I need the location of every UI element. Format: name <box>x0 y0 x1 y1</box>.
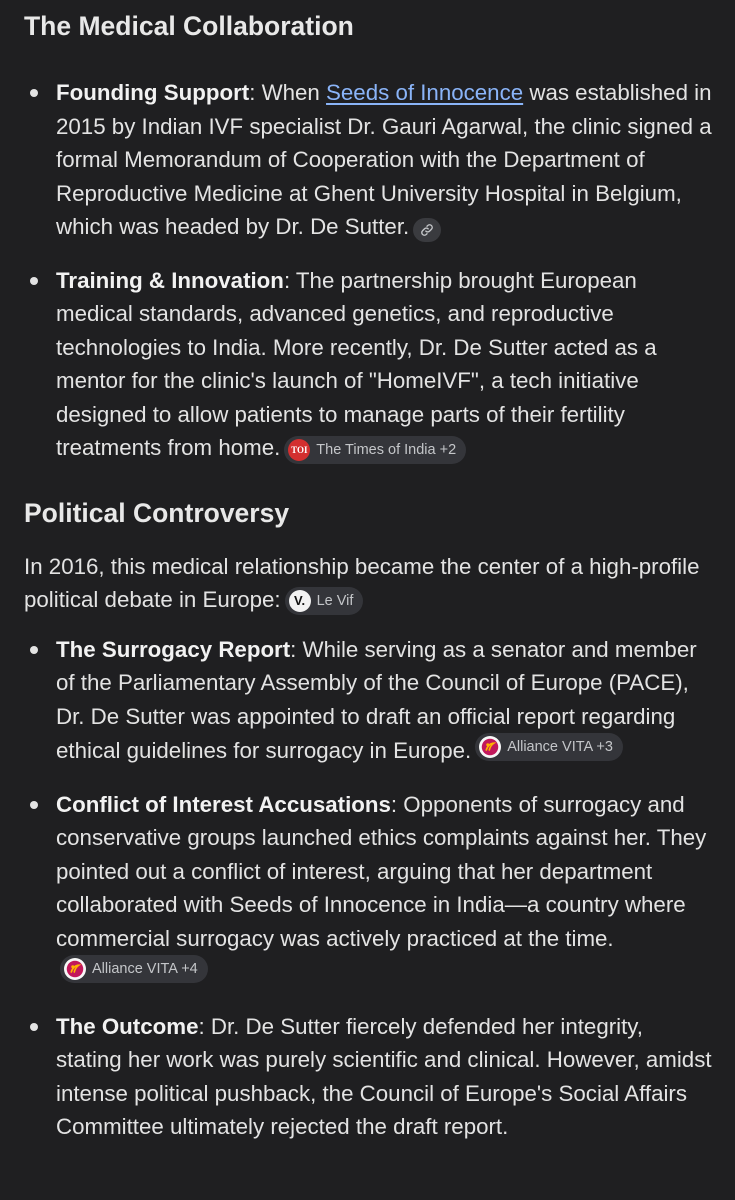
item-heading: The Surrogacy Report <box>56 636 291 662</box>
item-text: : Opponents of surrogacy and conservative groups launched ethics complaints against her. They pointed out a conflict of interest, arguing that her department collaborated with Seeds of Innocence in India—a country where commercial surrogacy was actively practiced at the time. <box>56 791 707 951</box>
intro-text: In 2016, this medical relationship became the center of a high-profile political debate in Europe: <box>24 553 700 612</box>
section-intro <box>24 550 713 617</box>
item-text: : Dr. De Sutter fiercely defended her integrity, stating her work was purely scientific and clinical. However, amidst intense political pushback, the Council of Europe's Social Affairs Committee ultimately rejected the draft report. <box>56 1013 712 1139</box>
source-chip-label: The Times of India +2 <box>316 442 457 458</box>
list-item-training-innovation <box>24 264 713 465</box>
political-controversy-list <box>24 633 713 1144</box>
item-heading: Founding Support <box>56 80 250 105</box>
source-chip-label: Alliance VITA +4 <box>92 961 198 977</box>
link-icon <box>420 223 434 237</box>
list-item-surrogacy-report <box>24 633 713 768</box>
source-chip-times-of-india[interactable] <box>284 436 466 464</box>
source-chip-label: Alliance VITA +3 <box>507 739 613 755</box>
source-chip-le-vif[interactable] <box>285 587 364 615</box>
alliance-vita-logo-icon <box>479 736 501 758</box>
list-item-conflict-of-interest <box>24 788 713 990</box>
section-title-political-controversy: Political Controversy <box>24 497 290 528</box>
item-text: : When <box>249 80 327 105</box>
list-item-founding-support <box>24 76 713 244</box>
source-chip-alliance-vita[interactable] <box>475 733 623 761</box>
item-text: : While serving as a senator and member of the Parliamentary Assembly of the Council of Europe (PACE), Dr. De Sutter was appointed to draft an official report regarding ethical guidelines for surrogacy in Europe. <box>56 636 697 763</box>
section-title-medical-collaboration: The Medical Collaboration <box>24 11 354 41</box>
source-chip-label: Le Vif <box>316 593 354 609</box>
item-heading: Conflict of Interest Accusations <box>56 791 391 817</box>
source-chip-alliance-vita[interactable] <box>60 955 208 983</box>
citation-link-button[interactable] <box>413 218 441 242</box>
item-text: was established in 2015 by Indian IVF specialist Dr. Gauri Agarwal, the clinic signed a formal Memorandum of Cooperation with the Department of Reproductive Medicine at Ghent University Hospital in Belgium, which was headed by Dr. De Sutter. <box>56 80 712 239</box>
alliance-vita-logo-icon <box>64 958 86 980</box>
item-heading: The Outcome <box>56 1013 199 1039</box>
times-of-india-logo-icon: TOI <box>288 439 310 461</box>
le-vif-logo-icon: V. <box>289 590 311 612</box>
item-text: : The partnership brought European medical standards, advanced genetics, and reproductive technologies to India. More recently, Dr. De Sutter acted as a mentor for the clinic's launch of "HomeIVF", a tech initiative designed to allow patients to manage parts of their fertility treatments from home. <box>56 267 657 460</box>
medical-collaboration-list <box>24 76 713 465</box>
seeds-of-innocence-link[interactable]: Seeds of Innocence <box>326 80 524 105</box>
item-heading: Training & Innovation <box>56 267 284 293</box>
list-item-outcome <box>24 1010 713 1144</box>
